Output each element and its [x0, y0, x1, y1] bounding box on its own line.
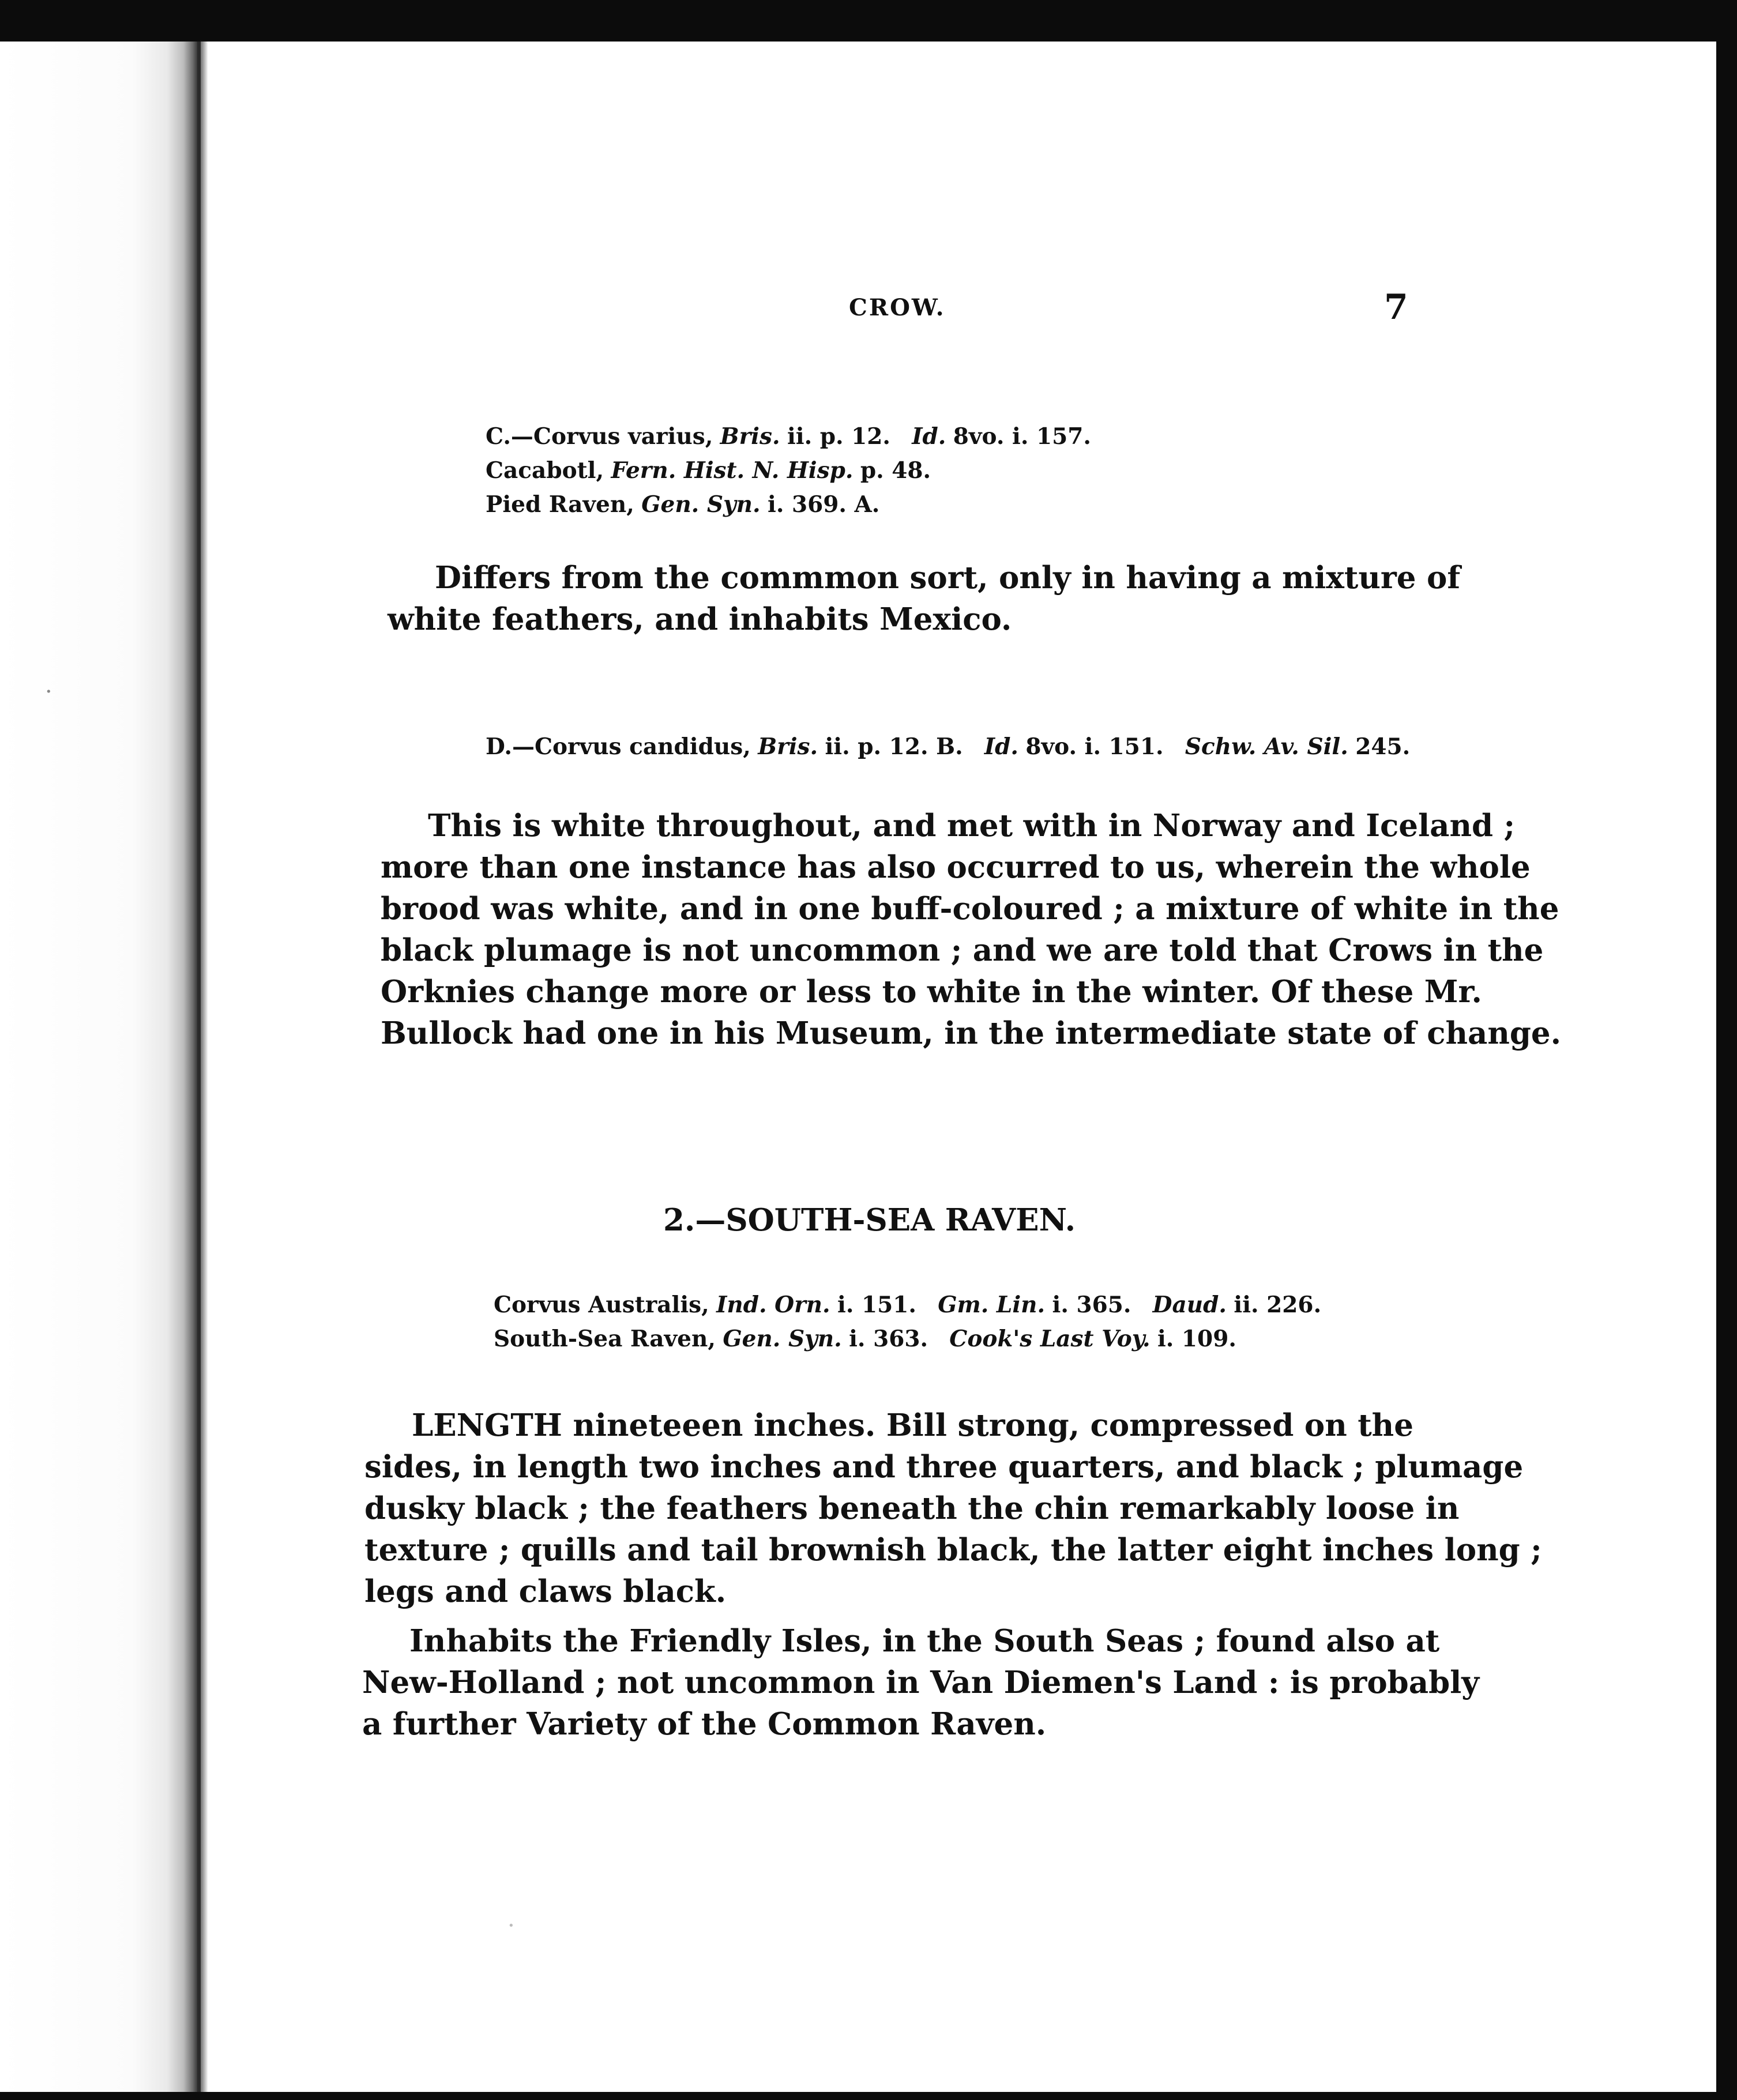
synonym-ref: Gen. Syn.	[723, 1326, 842, 1352]
text-line: Inhabits the Friendly Isles, in the South Seas ; found also at	[409, 1623, 1440, 1659]
running-title: CROW.	[849, 294, 946, 321]
south-sea-raven-habitat	[362, 1620, 1479, 1745]
text-line: New-Holland ; not uncommon in Van Diemen's Land : is probably	[362, 1665, 1480, 1700]
synonym-ref: Ind. Orn.	[716, 1292, 830, 1318]
text-line: legs and claws black.	[364, 1574, 727, 1609]
text-line: Bullock had one in his Museum, in the intermediate state of change.	[381, 1015, 1562, 1051]
text-line: white feathers, and inhabits Mexico.	[388, 601, 1012, 637]
synonym-loc: 8vo. i. 151.	[1025, 733, 1164, 760]
scan-border-right	[1716, 0, 1737, 2100]
text-line: dusky black ; the feathers beneath the chin remarkably loose in	[364, 1491, 1460, 1526]
synonym-line	[486, 420, 1091, 454]
text-line: brood was white, and in one buff-coloured ; a mixture of white in the	[381, 891, 1559, 927]
synonym-loc: i. 365.	[1052, 1292, 1131, 1318]
synonym-line	[486, 454, 1091, 488]
synonym-loc: i. 109.	[1157, 1326, 1236, 1352]
variety-d-description	[381, 805, 1561, 1054]
synonym-ref: Id.	[912, 423, 946, 450]
text-line: texture ; quills and tail brownish black, the latter eight inches long ;	[364, 1532, 1542, 1568]
page-number: 7	[1384, 287, 1408, 328]
synonym-loc: i. 151.	[837, 1292, 916, 1318]
synonym-list-c	[486, 420, 1091, 522]
text-line: This is white throughout, and met with in Norway and Iceland ;	[428, 808, 1516, 844]
synonym-ref: Fern. Hist. N. Hisp.	[611, 457, 854, 484]
synonym-label: Pied Raven,	[486, 491, 634, 518]
synonym-line	[494, 1322, 1321, 1356]
synonym-label: D.—Corvus candidus,	[486, 733, 751, 760]
synonym-label: C.—Corvus varius,	[486, 423, 713, 450]
text-line: more than one instance has also occurred to us, wherein the whole	[381, 849, 1531, 885]
variety-c-description	[388, 557, 1460, 640]
synonym-loc: p. 48.	[860, 457, 931, 484]
text-line: Differs from the commmon sort, only in having a mixture of	[435, 560, 1461, 596]
species-heading: 2.—SOUTH-SEA RAVEN.	[663, 1202, 1076, 1238]
synonym-ref: Id.	[984, 733, 1018, 760]
synonym-ref: Bris.	[758, 733, 818, 760]
page-edge-line	[197, 42, 201, 2092]
synonym-loc: 8vo. i. 157.	[953, 423, 1091, 450]
synonym-loc: ii. p. 12. B.	[825, 733, 963, 760]
scan-speck: ·	[507, 1913, 515, 1939]
synonym-line	[486, 488, 1091, 522]
synonym-ref: Bris.	[720, 423, 780, 450]
synonym-loc: i. 369. A.	[768, 491, 880, 518]
synonym-label: South-Sea Raven,	[494, 1326, 716, 1352]
synonym-loc: ii. p. 12.	[787, 423, 891, 450]
text-line: sides, in length two inches and three quarters, and black ; plumage	[364, 1449, 1524, 1485]
text-line: LENGTH nineteeen inches. Bill strong, compressed on the	[412, 1407, 1413, 1443]
synonym-list-d	[486, 730, 1410, 764]
scan-speck: ·	[45, 679, 52, 705]
synonym-label: Cacabotl,	[486, 457, 604, 484]
book-gutter-shadow	[0, 42, 208, 2092]
text-line: black plumage is not uncommon ; and we are told that Crows in the	[381, 932, 1544, 968]
synonym-ref: Gm. Lin.	[938, 1292, 1046, 1318]
synonym-label: Corvus Australis,	[494, 1292, 709, 1318]
scan-border-bottom	[0, 2092, 1737, 2100]
text-line: a further Variety of the Common Raven.	[362, 1706, 1047, 1742]
synonym-loc: 245.	[1355, 733, 1411, 760]
synonym-line	[494, 1288, 1321, 1322]
scan-border-top	[0, 0, 1737, 42]
text-line: Orknies change more or less to white in the winter. Of these Mr.	[381, 974, 1482, 1010]
synonym-loc: i. 363.	[849, 1326, 928, 1352]
synonym-ref: Gen. Syn.	[641, 491, 761, 518]
synonym-ref: Daud.	[1152, 1292, 1227, 1318]
south-sea-raven-description	[364, 1405, 1542, 1612]
synonym-ref: Schw. Av. Sil.	[1185, 733, 1348, 760]
synonym-list-south-sea-raven	[494, 1288, 1321, 1356]
synonym-loc: ii. 226.	[1234, 1292, 1322, 1318]
synonym-line	[486, 730, 1410, 764]
synonym-ref: Cook's Last Voy.	[949, 1326, 1151, 1352]
